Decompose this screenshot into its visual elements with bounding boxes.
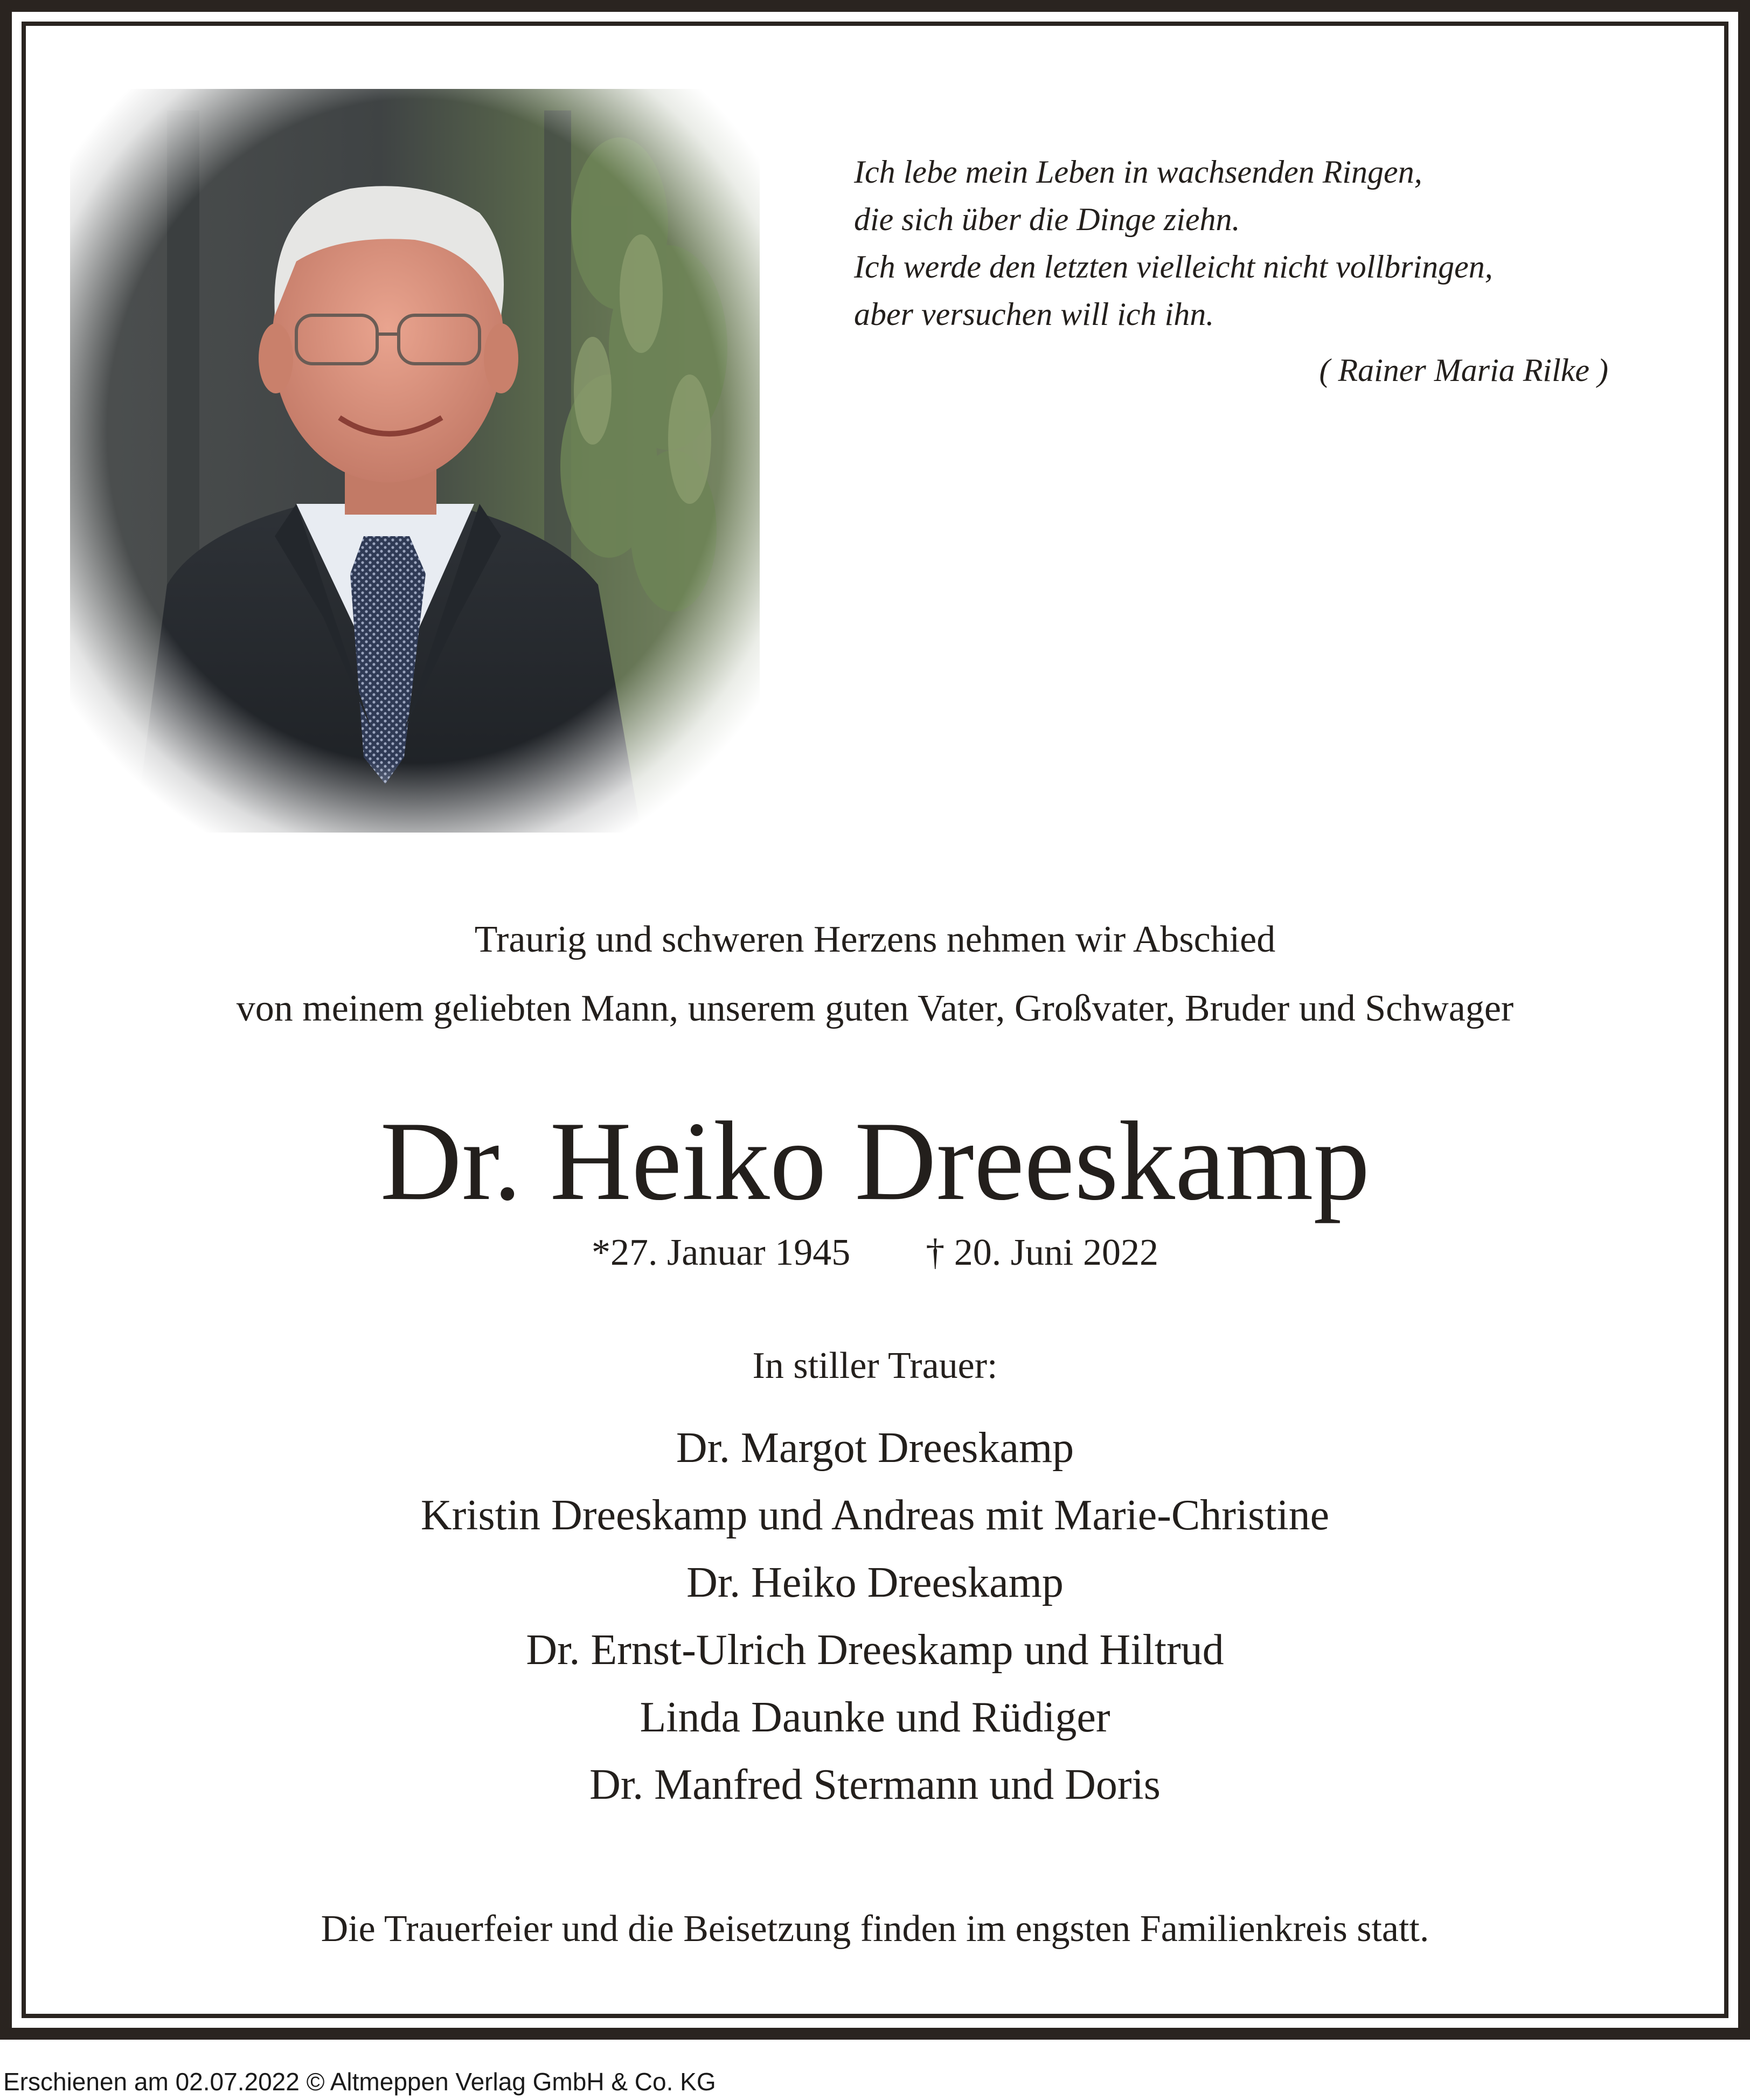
life-dates <box>32 1223 1718 1283</box>
mourners-list <box>32 1415 1718 1819</box>
farewell-intro <box>32 905 1718 1043</box>
mourner-name: Kristin Dreeskamp und Andreas mit Marie-Christine <box>420 1492 1330 1539</box>
intro-line: von meinem geliebten Mann, unserem guten Vater, Großvater, Bruder und Schwager <box>236 988 1514 1029</box>
quote-line: Ich werde den letzten vielleicht nicht vollbringen, <box>854 249 1493 285</box>
death-date: † 20. Juni 2022 <box>926 1232 1158 1273</box>
rilke-quote <box>854 148 1619 394</box>
intro-line: Traurig und schweren Herzens nehmen wir Abschied <box>474 919 1276 960</box>
mourner-name: Dr. Ernst-Ulrich Dreeskamp und Hiltrud <box>526 1626 1224 1674</box>
mourning-label: In stiller Trauer: <box>752 1345 998 1387</box>
mourner-name: Dr. Heiko Dreeskamp <box>686 1559 1064 1606</box>
quote-line: aber versuchen will ich ihn. <box>854 296 1214 332</box>
birth-date: *27. Januar 1945 <box>592 1232 851 1273</box>
portrait-photo <box>70 89 760 833</box>
deceased-name: Dr. Heiko Dreeskamp <box>380 1099 1370 1224</box>
mourner-name: Linda Daunke und Rüdiger <box>640 1694 1110 1741</box>
publication-footer: Erschienen am 02.07.2022 © Altmeppen Verlag GmbH & Co. KG <box>3 2068 716 2096</box>
mourner-name: Dr. Manfred Stermann und Doris <box>589 1761 1161 1808</box>
mourner-name: Dr. Margot Dreeskamp <box>676 1424 1074 1472</box>
quote-line: Ich lebe mein Leben in wachsenden Ringen, <box>854 154 1422 190</box>
quote-line: die sich über die Dinge ziehn. <box>854 202 1240 237</box>
ceremony-note: Die Trauerfeier und die Beisetzung finden im engsten Familienkreis statt. <box>321 1908 1429 1950</box>
quote-author: ( Rainer Maria Rilke ) <box>1319 352 1608 388</box>
